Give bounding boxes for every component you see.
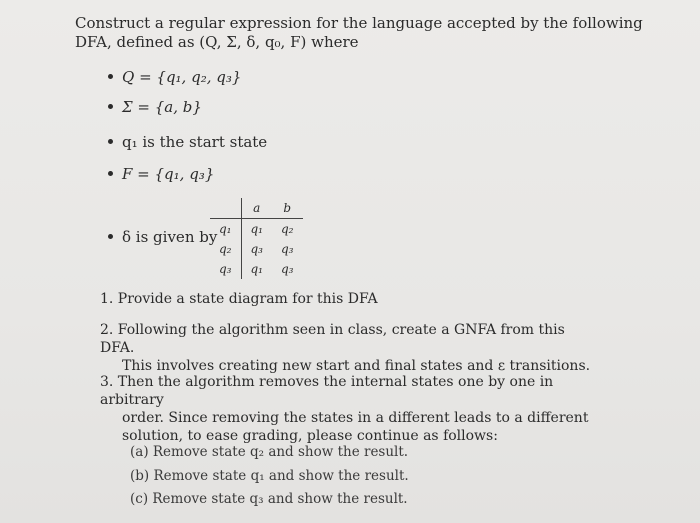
task-2 (100, 321, 600, 375)
task-2-line-1: 2. Following the algorithm seen in class, create a GNFA from this DFA. (100, 322, 565, 356)
cell-a: q₃ (250, 242, 263, 256)
cell-a: q₁ (250, 222, 263, 236)
bullet-states (108, 68, 241, 86)
transition-label: δ is given by (122, 228, 218, 246)
transition-table-header (210, 198, 303, 219)
intro-paragraph (75, 14, 675, 52)
table-row (210, 259, 303, 279)
row-state: q₂ (210, 239, 241, 259)
task-2-line-2: This involves creating new start and final states and ε transitions. (122, 358, 591, 374)
row-state: q₁ (210, 219, 241, 240)
task-3-line-2: order. Since removing the states in a different leads to a different (122, 410, 589, 426)
alphabet-definition: Σ = {a, b} (122, 98, 202, 116)
bullet-final-states (108, 165, 214, 183)
cell-b: q₃ (281, 262, 294, 276)
task-1 (100, 290, 600, 308)
task-3-line-3: solution, to ease grading, please continue as follows: (122, 428, 498, 444)
cell-b: q₂ (281, 222, 294, 236)
bullet-transition (108, 228, 217, 246)
intro-line-2: DFA, defined as (Q, Σ, δ, q₀, F) where (75, 33, 359, 51)
subtask-b: (b) Remove state q₁ and show the result. (130, 468, 409, 484)
cell-a: q₁ (250, 262, 263, 276)
header-a: a (241, 198, 272, 219)
task-1-text: 1. Provide a state diagram for this DFA (100, 291, 378, 307)
subtask-c: (c) Remove state q₃ and show the result. (130, 491, 408, 507)
bullet-dot (108, 74, 113, 79)
states-definition: Q = {q₁, q₂, q₃} (122, 68, 242, 86)
table-row (210, 239, 303, 259)
start-state-text: q₁ is the start state (122, 133, 268, 151)
row-state: q₃ (210, 259, 241, 279)
final-states-definition: F = {q₁, q₃} (122, 165, 215, 183)
bullet-dot (108, 139, 113, 144)
table-row (210, 219, 303, 240)
header-b: b (272, 198, 303, 219)
bullet-dot (108, 171, 113, 176)
bullet-dot (108, 234, 113, 239)
transition-table (210, 198, 303, 279)
bullet-dot (108, 104, 113, 109)
task-3-line-1: 3. Then the algorithm removes the internal states one by one in arbitrary (100, 374, 554, 408)
intro-line-1: Construct a regular expression for the language accepted by the following (75, 14, 643, 32)
bullet-start-state (108, 133, 267, 151)
bullet-alphabet (108, 98, 202, 116)
subtask-a: (a) Remove state q₂ and show the result. (130, 444, 409, 460)
cell-b: q₃ (281, 242, 294, 256)
task-3 (100, 373, 600, 445)
